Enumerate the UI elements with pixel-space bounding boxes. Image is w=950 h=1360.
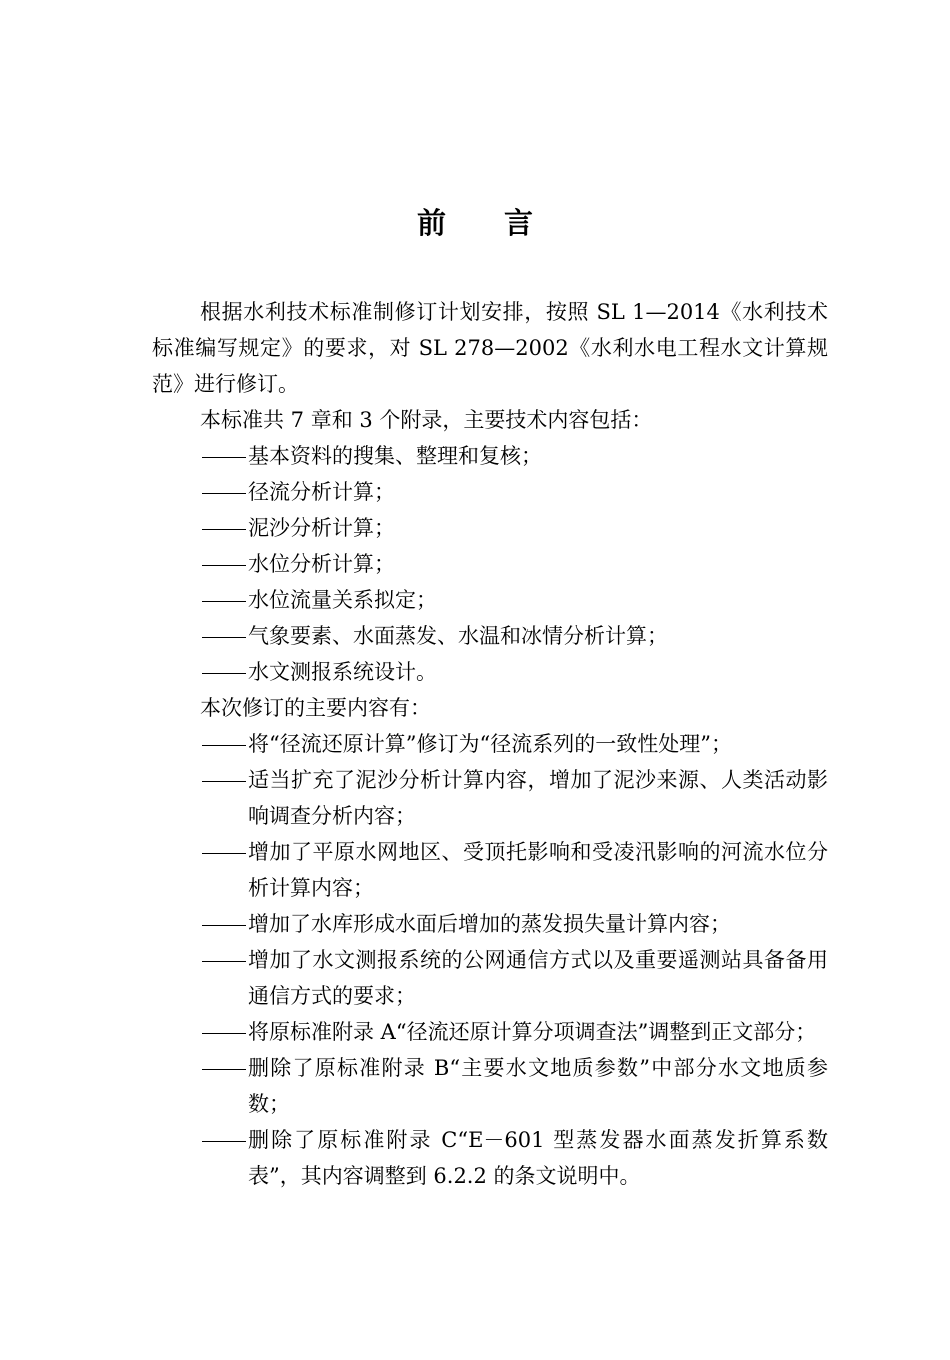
dash-marker <box>200 438 248 474</box>
list-item: 删除了原标准附录 C“E－601 型蒸发器水面蒸发折算系数表”，其内容调整到 6.2.2 的条文说明中。 <box>152 1122 828 1194</box>
list-item: 增加了平原水网地区、受顶托影响和受凌汛影响的河流水位分析计算内容； <box>152 834 828 906</box>
list-item: 水文测报系统设计。 <box>152 654 828 690</box>
list-item: 将原标准附录 A“径流还原计算分项调查法”调整到正文部分； <box>152 1014 828 1050</box>
dash-marker <box>200 618 248 654</box>
revision-heading: 本次修订的主要内容有： <box>200 696 431 720</box>
dash-marker <box>200 582 248 618</box>
dash-marker <box>200 1014 248 1050</box>
intro-paragraph: 根据水利技术标准制修订计划安排，按照 SL 1—2014《水利技术标准编写规定》的要求，对 SL 278—2002《水利水电工程水文计算规范》进行修订。 <box>152 300 828 396</box>
list-item: 气象要素、水面蒸发、水温和冰情分析计算； <box>152 618 828 654</box>
list-item: 将“径流还原计算”修订为“径流系列的一致性处理”； <box>152 726 828 762</box>
list-item: 适当扩充了泥沙分析计算内容，增加了泥沙来源、人类活动影响调查分析内容； <box>152 762 828 834</box>
list-item: 删除了原标准附录 B“主要水文地质参数”中部分水文地质参数； <box>152 1050 828 1122</box>
document-body <box>152 294 828 1194</box>
dash-marker <box>200 474 248 510</box>
scope-list <box>152 438 828 690</box>
list-item: 基本资料的搜集、整理和复核； <box>152 438 828 474</box>
dash-marker <box>200 906 248 942</box>
title-char-2: 言 <box>504 206 534 240</box>
page-title <box>0 200 950 246</box>
list-item: 水位分析计算； <box>152 546 828 582</box>
dash-marker <box>200 762 248 798</box>
list-item: 水位流量关系拟定； <box>152 582 828 618</box>
dash-marker <box>200 510 248 546</box>
revision-list <box>152 726 828 1194</box>
list-item: 增加了水库形成水面后增加的蒸发损失量计算内容； <box>152 906 828 942</box>
list-item: 泥沙分析计算； <box>152 510 828 546</box>
dash-marker <box>200 834 248 870</box>
dash-marker <box>200 654 248 690</box>
dash-marker <box>200 942 248 978</box>
list-item: 增加了水文测报系统的公网通信方式以及重要遥测站具备备用通信方式的要求； <box>152 942 828 1014</box>
dash-marker <box>200 546 248 582</box>
title-char-1: 前 <box>416 206 446 240</box>
list-item: 径流分析计算； <box>152 474 828 510</box>
dash-marker <box>200 726 248 762</box>
scope-heading: 本标准共 7 章和 3 个附录，主要技术内容包括： <box>200 408 653 432</box>
dash-marker <box>200 1050 248 1086</box>
dash-marker <box>200 1122 248 1158</box>
